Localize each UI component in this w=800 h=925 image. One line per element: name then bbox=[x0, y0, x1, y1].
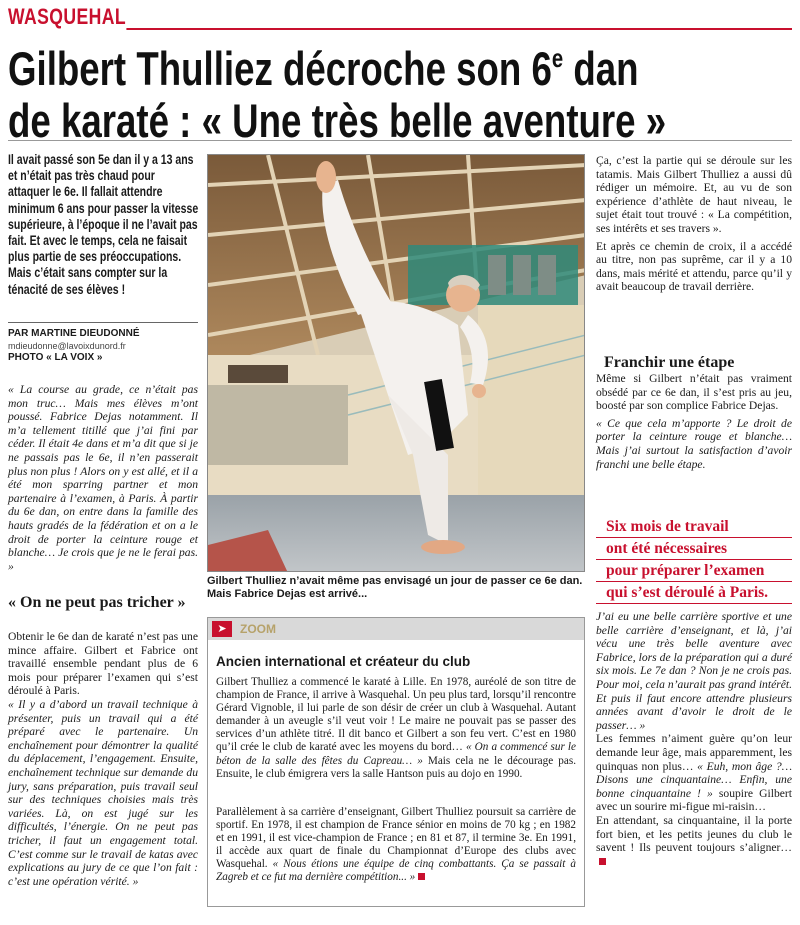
column1-body bbox=[8, 630, 198, 888]
col3-paragraph-2: Et après ce chemin de croix, il a accédé au titre, non pas suprême, car il y a 10 dans, mais mérité et attendu, parce qu’il y avait beaucoup de travail derrière. bbox=[596, 239, 792, 294]
body-paragraph: Obtenir le 6e dan de karaté n’est pas une mince affaire. Gilbert et Fabrice ont travaillé ensemble pendant plus de 6 mois pour préparer l’examen qui s’est déroulé à Paris. bbox=[8, 630, 198, 698]
col3-quote-1: « Ce que cela m’apporte ? Le droit de porter la ceinture rouge et blanche… Mais j’ai surtout la satisfaction d’avoir franchi une belle étape. bbox=[596, 416, 792, 471]
zoom-p1-text: Gilbert Thulliez a commencé le karaté à Lille. En 1978, auréolé de son titre de champion de France, il arrive à Wasquehal. Un peu plus tard, lorsqu’il rencontre Gérard Vignoble, il lui parle de son désir de créer un club à Wasquehal. Autant demander à un aveugle s’il veut voir ! Le maire ne pouvait pas se passer des services d’un athlète titré. Il dit banco et Gilbert a son feu vert. C’est en 1980 qu’il crée le club de karaté avec les moyens du bord… bbox=[216, 676, 576, 754]
zoom-box bbox=[207, 617, 585, 907]
lead-text: Il avait passé son 5e dan il y a 13 ans et n’était pas très chaud pour attaquer le 6e. Il fallait attendre minimum 6 ans pour passer la vitesse supérieure, à l’époque il ne l’avait pas fait. Et avec le temps, cela ne faisait plus partie de ses préoccupations. Mais c’était sans compter sur la ténacité de ses élèves ! bbox=[8, 152, 199, 297]
lead-paragraph bbox=[8, 152, 198, 312]
section-rubric bbox=[8, 4, 792, 30]
headline-line1-a: Gilbert Thulliez décroche son 6 bbox=[8, 42, 552, 95]
photo-credit: PHOTO « LA VOIX » bbox=[8, 352, 103, 363]
zoom-p2-quote: « Nous étions une équipe de cinq combattants. Ça se passait à Zagreb et ce fut ma dernière compétition... » bbox=[216, 858, 576, 884]
article-photo bbox=[207, 154, 585, 572]
photo-caption: Gilbert Thulliez n’avait même pas envisagé un jour de passer ce 6e dan. Mais Fabrice Dejas est arrivé... bbox=[207, 575, 583, 600]
pull-line: Six mois de travail bbox=[596, 516, 792, 538]
subhead-step: Franchir une étape bbox=[604, 354, 735, 371]
headline-sup: e bbox=[551, 43, 564, 73]
end-mark-icon bbox=[418, 873, 425, 880]
col3-p4-quote: « Euh, mon âge ?… Disons une cinquantaine… Enfin, une bonne cinquantaine ! » bbox=[596, 759, 793, 800]
zoom-paragraph-2 bbox=[216, 806, 576, 885]
col3-p4-text-end: soupire Gilbert avec un sourire mi-figue mi-raisin… bbox=[596, 786, 792, 814]
zoom-header-bar bbox=[208, 618, 584, 640]
headline bbox=[8, 32, 788, 147]
col3-paragraph-1: Ça, c’est la partie qui se déroule sur les tatamis. Mais Gilbert Thulliez a aussi dû rédiger un mémoire. Et, au vu de son expérience d’athlète de haut niveau, le sujet était tout trouvé : « La compétition, ses intérêts et ses travers ». bbox=[596, 154, 792, 235]
col3-p5-text: En attendant, sa cinquantaine, il la porte fort bien, et les petits jeunes du club le savent ! Ils peuvent toujours s’aligner… bbox=[596, 813, 792, 855]
zoom-p1-quote: « On a commencé sur le béton de la salle des fêtes du Capreau… » bbox=[216, 741, 576, 767]
col3-paragraph-3: Même si Gilbert n’était pas vraiment obsédé par ce 6e dan, il s’est pris au jeu, boosté par son complice Fabrice Dejas. bbox=[596, 372, 792, 413]
headline-line2: de karaté : « Une très belle aventure » bbox=[8, 94, 667, 147]
quote-paragraph-2: « Il y a d’abord un travail technique à présenter, puis un travail qui a été préparé avec le partenaire. Un enchaînement pour démontrer la qualité du déplacement, l’engagement. Ensuite, enchaînement technique sur demande du jury, sans préparation, puis travail seul sur des techniques choisies mais très variées. Là, on est jugé sur les difficultés, l’énergie. On ne peut pas tricher, il faut un engagement total. C’est comme sur le travail de katas avec explications au jury de ce que l’on fait : c’est une opération vérité. » bbox=[8, 697, 198, 888]
author-email[interactable]: mdieudonne@lavoixdunord.fr bbox=[8, 341, 126, 351]
col3-p4-text: Les femmes n’aiment guère qu’on leur demande leur âge, mais apparemment, les quinquas non plus… bbox=[596, 732, 792, 773]
col3-quote-2: J’ai eu une belle carrière sportive et une belle carrière d’enseignant, et là, j’ai vécu une très belle aventure avec Fabrice, lors de la préparation qui a duré six mois. Le 7e dan ? Non je ne crois pas. Pour moi, cela n’aurait pas grand intérêt. Et puis il faut encore attendre plusieurs années avant d’avoir le droit de le passer… » bbox=[596, 610, 792, 732]
karate-kick-photo bbox=[208, 155, 585, 572]
pull-line: ont été nécessaires bbox=[596, 538, 792, 560]
zoom-p2-text: Parallèlement à sa carrière d’enseignant, Gilbert Thulliez poursuit sa carrière de sportif. En 1978, il est champion de France sénior en moins de 70 kg ; en 1982 et en 1991, il est vice-champion de France ; en 81 et 87, il termine 3e. En 1991, il accède aux quart de finale du Championnat d’Europe des clubs avec Wasquehal. bbox=[216, 806, 576, 871]
column3-middle bbox=[596, 372, 792, 471]
end-mark-icon bbox=[599, 858, 606, 865]
column3-top bbox=[596, 154, 792, 294]
quote-paragraph: « La course au grade, ce n’était pas mon truc… Mais mes élèves m’ont poussé. Fabrice Dejas notamment. Il m’a tellement titillé que j’ai fini par céder. Il était 4e dans et m’a dit que si je ne passais pas le 6e, il n’en passerait plus non plus ! Alors on y est allé, et il a été mon sparring partner et mon partenaire à l’examen, à Paris. À partir du 6e dan, on entre dans la famille des hauts gradés de la fédération et on a le droit de porter la ceinture rouge et blanche… Je crois que je ne le ferai pas. » bbox=[8, 383, 198, 573]
rubric-label: WASQUEHAL bbox=[8, 4, 126, 29]
col3-paragraph-5 bbox=[596, 814, 792, 868]
subhead-no-cheating: « On ne peut pas tricher » bbox=[8, 594, 186, 611]
headline-line1-b: dan bbox=[563, 42, 639, 95]
zoom-p1-text-end: Mais cela ne le décourage pas. Ensuite, le club émigrera vers la salle Hantson puis au dojo en 1990. bbox=[216, 754, 577, 780]
zoom-paragraph-1 bbox=[216, 676, 576, 781]
credits bbox=[8, 322, 198, 364]
column3-bottom bbox=[596, 610, 792, 868]
col3-paragraph-4 bbox=[596, 732, 792, 814]
byline: PAR MARTINE DIEUDONNÉ bbox=[8, 328, 140, 339]
pull-line: qui s’est déroulé à Paris. bbox=[596, 582, 792, 604]
divider bbox=[8, 140, 792, 141]
pull-line: pour préparer l’examen bbox=[596, 560, 792, 582]
arrow-icon: ➤ bbox=[212, 621, 232, 637]
zoom-title: Ancien international et créateur du club bbox=[216, 654, 471, 669]
zoom-label: ZOOM bbox=[240, 622, 276, 636]
pull-quote bbox=[596, 516, 792, 604]
